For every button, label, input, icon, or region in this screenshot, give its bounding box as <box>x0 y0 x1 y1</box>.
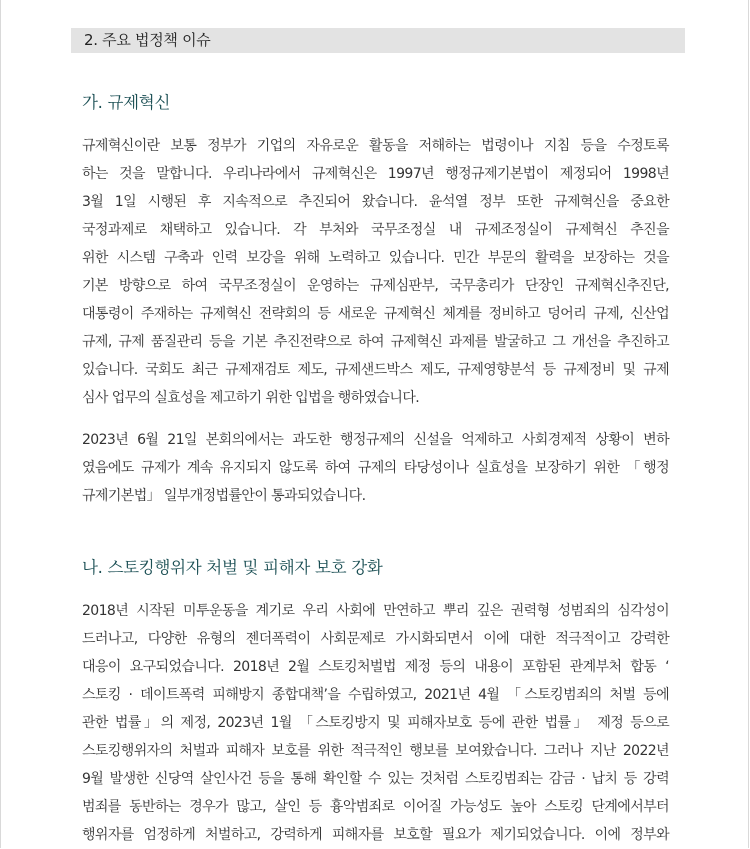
text-line: 대통령이 주재하는 규제혁신 전략회의 등 새로운 규제혁신 체계를 정비하고 덩어리 규제, 신산업 <box>82 306 669 322</box>
paragraph-regulatory-innovation-2 <box>82 426 669 510</box>
text-line: 였음에도 규제가 계속 유지되지 않도록 하여 규제의 타당성이나 실효성을 보장하기 위한 「행정 <box>82 460 669 476</box>
text-line: 범죄를 동반하는 경우가 많고, 살인 등 흉악범죄로 이어질 가능성도 높아 스토킹 단계에서부터 <box>82 799 669 815</box>
text-line: 관한 법률」의 제정, 2023년 1월 「스토킹방지 및 피해자보호 등에 관한 법률」 제정 등으로 <box>82 715 669 731</box>
text-line: 대응이 요구되었습니다. 2018년 2월 스토킹처벌법 제정 등의 내용이 포함된 관계부처 합동 ‘ <box>82 659 669 675</box>
section-title: 2. 주요 법정책 이슈 <box>84 31 211 49</box>
text-line: 규제기본법」 일부개정법률안이 통과되었습니다. <box>82 488 366 504</box>
text-line: 스토킹행위자의 처벌과 피해자 보호를 위한 적극적인 행보를 보여왔습니다. 그러나 지난 2022년 <box>82 743 669 759</box>
text-line: 국정과제로 채택하고 있습니다. 각 부처와 국무조정실 내 규제조정실이 규제혁신 추진을 <box>82 222 669 238</box>
paragraph-regulatory-innovation-1 <box>82 132 669 412</box>
text-line: 기본 방향으로 하여 국무조정실이 운영하는 규제심판부, 국무총리가 단장인 규제혁신추진단, <box>82 278 669 294</box>
text-line: 하는 것을 말합니다. 우리나라에서 규제혁신은 1997년 행정규제기본법이 제정되어 1998년 <box>82 166 669 182</box>
text-line: 심사 업무의 실효성을 제고하기 위한 입법을 행하였습니다. <box>82 390 420 406</box>
text-line: 2023년 6월 21일 본회의에서는 과도한 행정규제의 신설을 억제하고 사회경제적 상황이 변하 <box>82 432 669 448</box>
text-line: 위한 시스템 구축과 인력 보강을 위해 노력하고 있습니다. 민간 부문의 활력을 보장하는 것을 <box>82 250 669 266</box>
text-line: 2018년 시작된 미투운동을 계기로 우리 사회에 만연하고 뿌리 깊은 권력형 성범죄의 심각성이 <box>82 603 669 619</box>
page-border-right <box>748 0 749 848</box>
text-line: 규제, 규제 품질관리 등을 기본 추진전략으로 하여 규제혁신 과제를 발굴하고 그 개선을 추진하고 <box>82 334 669 350</box>
text-line: 행위자를 엄정하게 처벌하고, 강력하게 피해자를 보호할 필요가 제기되었습니다. 이에 정부와 <box>82 827 669 843</box>
text-line: 있습니다. 국회도 최근 규제재검토 제도, 규제샌드박스 제도, 규제영향분석 등 규제정비 및 규제 <box>82 362 669 378</box>
text-line: 드러나고, 다양한 유형의 젠더폭력이 사회문제로 가시화되면서 이에 대한 적극적이고 강력한 <box>82 631 669 647</box>
page-border-left <box>0 0 1 848</box>
text-line: 스토킹 · 데이트폭력 피해방지 종합대책’을 수립하였고, 2021년 4월 「스토킹범죄의 처벌 등에 <box>82 687 669 703</box>
subsection-heading-regulatory-innovation: 가. 규제혁신 <box>82 93 171 112</box>
subsection-heading-stalking: 나. 스토킹행위자 처벌 및 피해자 보호 강화 <box>82 558 383 577</box>
section-header-bar <box>71 28 685 53</box>
paragraph-stalking-1 <box>82 597 669 849</box>
text-line: 9월 발생한 신당역 살인사건 등을 통해 확인할 수 있는 것처럼 스토킹범죄는 감금 · 납치 등 강력 <box>82 771 669 787</box>
text-line: 3월 1일 시행된 후 지속적으로 추진되어 왔습니다. 윤석열 정부 또한 규제혁신을 중요한 <box>82 194 669 210</box>
text-line: 규제혁신이란 보통 정부가 기업의 자유로운 활동을 저해하는 법령이나 지침 등을 수정토록 <box>82 138 669 154</box>
